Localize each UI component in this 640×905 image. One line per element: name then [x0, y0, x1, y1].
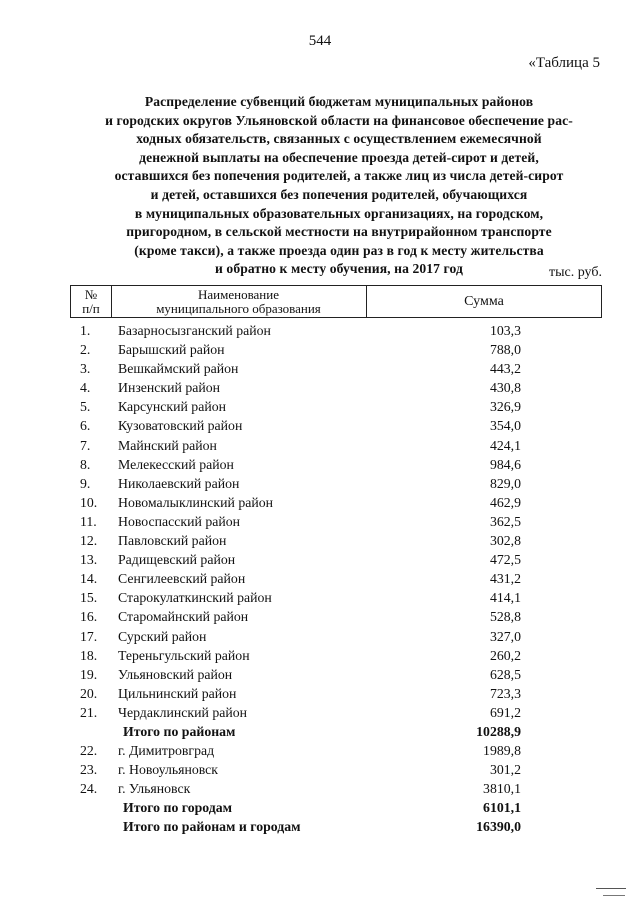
total-row [70, 817, 602, 836]
header-name-label: Наименование [198, 287, 279, 302]
row-sum: 414,1 [489, 590, 521, 606]
row-number: 20. [80, 685, 98, 701]
row-sum: 301,2 [489, 762, 521, 778]
row-name: Новомалыклинский район [118, 494, 274, 510]
table-row [70, 779, 602, 798]
row-number: 12. [80, 533, 98, 549]
table-body [70, 321, 602, 837]
row-sum: 10288,9 [476, 723, 521, 739]
header-number-label: № [84, 287, 98, 302]
row-name: Старомайнский район [118, 609, 249, 625]
row-name: Майнский район [118, 437, 217, 453]
row-number: 5. [80, 399, 91, 415]
row-sum: 354,0 [489, 418, 521, 434]
row-name: Базарносызганский район [118, 323, 271, 338]
row-name: Итого по районам и городам [123, 819, 301, 835]
table-row [70, 493, 602, 512]
table-row [70, 588, 602, 607]
row-name: Ульяновский район [118, 666, 233, 682]
row-number: 7. [80, 437, 91, 453]
table-row [70, 684, 602, 703]
page-number: 544 [308, 33, 332, 49]
row-number: 10. [80, 494, 98, 510]
title-line: (кроме такси), а также проезда один раз в год к месту жительства [134, 242, 544, 258]
table-row [70, 378, 602, 397]
table-row [70, 321, 602, 340]
row-number: 1. [80, 323, 91, 338]
table-row [70, 455, 602, 474]
row-name: г. Ульяновск [118, 781, 191, 797]
row-name: Новоспасский район [118, 513, 241, 529]
title-line: оставшихся без попечения родителей, а также лиц из числа детей-сирот [114, 168, 564, 184]
row-sum: 628,5 [489, 666, 521, 682]
row-sum: 788,0 [489, 342, 521, 358]
unit-label: тыс. руб. [549, 265, 602, 280]
row-name: Тереньгульский район [118, 647, 250, 663]
row-sum: 362,5 [489, 513, 521, 529]
title-line: в муниципальных образовательных организациях, на городском, [134, 205, 544, 221]
row-number: 18. [80, 647, 98, 663]
row-name: Павловский район [118, 533, 227, 549]
row-sum: 424,1 [489, 437, 521, 453]
row-name: Сурский район [118, 628, 207, 644]
row-number: 16. [80, 609, 98, 625]
row-sum: 984,6 [489, 456, 521, 472]
row-sum: 260,2 [489, 647, 521, 663]
row-sum: 691,2 [489, 704, 521, 720]
row-sum: 431,2 [489, 571, 521, 587]
row-sum: 16390,0 [476, 819, 521, 835]
row-name: Чердаклинский район [118, 704, 248, 720]
header-name-column [111, 286, 367, 317]
row-number: 19. [80, 666, 98, 682]
row-sum: 103,3 [489, 323, 521, 338]
title-line: и обратно к месту обучения, на 2017 год [215, 261, 463, 277]
row-name: Мелекесский район [118, 456, 234, 472]
title-line: и детей, оставшихся без попечения родителей, обучающихся [150, 186, 528, 202]
row-sum: 326,9 [489, 399, 521, 415]
header-number-column [71, 286, 112, 317]
row-sum: 723,3 [489, 685, 521, 701]
row-sum: 6101,1 [483, 800, 521, 816]
row-name: Барышский район [118, 342, 225, 358]
row-number: 4. [80, 380, 91, 396]
table-row [70, 703, 602, 722]
table-row [70, 760, 602, 779]
table-row [70, 416, 602, 435]
row-number: 2. [80, 342, 91, 358]
row-number: 14. [80, 571, 98, 587]
table-row [70, 741, 602, 760]
header-sum-label: Сумма [464, 294, 504, 309]
row-number: 21. [80, 704, 98, 720]
header-number-sublabel: п/п [82, 301, 100, 316]
row-name: Радищевский район [118, 552, 236, 568]
row-name: Инзенский район [118, 380, 221, 396]
row-number: 22. [80, 743, 98, 759]
table-reference: «Таблица 5 [528, 55, 600, 71]
table-row [70, 531, 602, 550]
footer-mark [603, 895, 625, 896]
table-header [70, 285, 602, 318]
row-sum: 430,8 [489, 380, 521, 396]
footer-mark [596, 888, 626, 889]
row-number: 9. [80, 475, 91, 491]
document-title [75, 93, 603, 279]
row-name: Сенгилеевский район [118, 571, 246, 587]
row-sum: 1989,8 [483, 743, 521, 759]
table-row [70, 665, 602, 684]
row-number: 3. [80, 361, 91, 377]
title-line: и городских округов Ульяновской области на финансовое обеспечение рас- [105, 112, 573, 128]
row-number: 15. [80, 590, 98, 606]
table-row [70, 436, 602, 455]
row-sum: 327,0 [489, 628, 521, 644]
row-name: Итого по районам [123, 723, 236, 739]
total-row [70, 798, 602, 817]
row-name: Николаевский район [118, 475, 240, 491]
table-row [70, 607, 602, 626]
total-row [70, 722, 602, 741]
row-name: г. Новоульяновск [118, 762, 219, 778]
row-sum: 443,2 [489, 361, 521, 377]
row-name: Итого по городам [123, 800, 233, 816]
table-row [70, 627, 602, 646]
row-number: 23. [80, 762, 98, 778]
row-sum: 528,8 [489, 609, 521, 625]
row-sum: 462,9 [489, 494, 521, 510]
row-number: 8. [80, 456, 91, 472]
row-number: 11. [80, 513, 97, 529]
row-number: 6. [80, 418, 91, 434]
table-row [70, 340, 602, 359]
title-line: Распределение субвенций бюджетам муниципальных районов [144, 94, 534, 109]
row-sum: 472,5 [489, 552, 521, 568]
row-name: Старокулаткинский район [118, 590, 272, 606]
table-row [70, 550, 602, 569]
row-sum: 3810,1 [483, 781, 521, 797]
table-row [70, 474, 602, 493]
header-name-sublabel: муниципального образования [156, 301, 321, 316]
row-number: 13. [80, 552, 98, 568]
row-number: 24. [80, 781, 98, 797]
row-name: Кузоватовский район [118, 418, 243, 434]
title-line: ходных обязательств, связанных с осуществлением ежемесячной [136, 131, 542, 147]
title-line: денежной выплаты на обеспечение проезда детей-сирот и детей, [139, 149, 539, 165]
row-name: Цильнинский район [118, 685, 237, 701]
table-row [70, 512, 602, 531]
row-name: Карсунский район [118, 399, 226, 415]
table-row [70, 397, 602, 416]
row-name: Вешкаймский район [118, 361, 239, 377]
row-sum: 829,0 [489, 475, 521, 491]
header-sum-column [367, 286, 601, 317]
table-row [70, 569, 602, 588]
table-row [70, 359, 602, 378]
row-name: г. Димитровград [118, 743, 215, 759]
row-number: 17. [80, 628, 98, 644]
table-row [70, 646, 602, 665]
row-sum: 302,8 [489, 533, 521, 549]
title-line: пригородном, в сельской местности на внутрирайонном транспорте [126, 224, 552, 240]
